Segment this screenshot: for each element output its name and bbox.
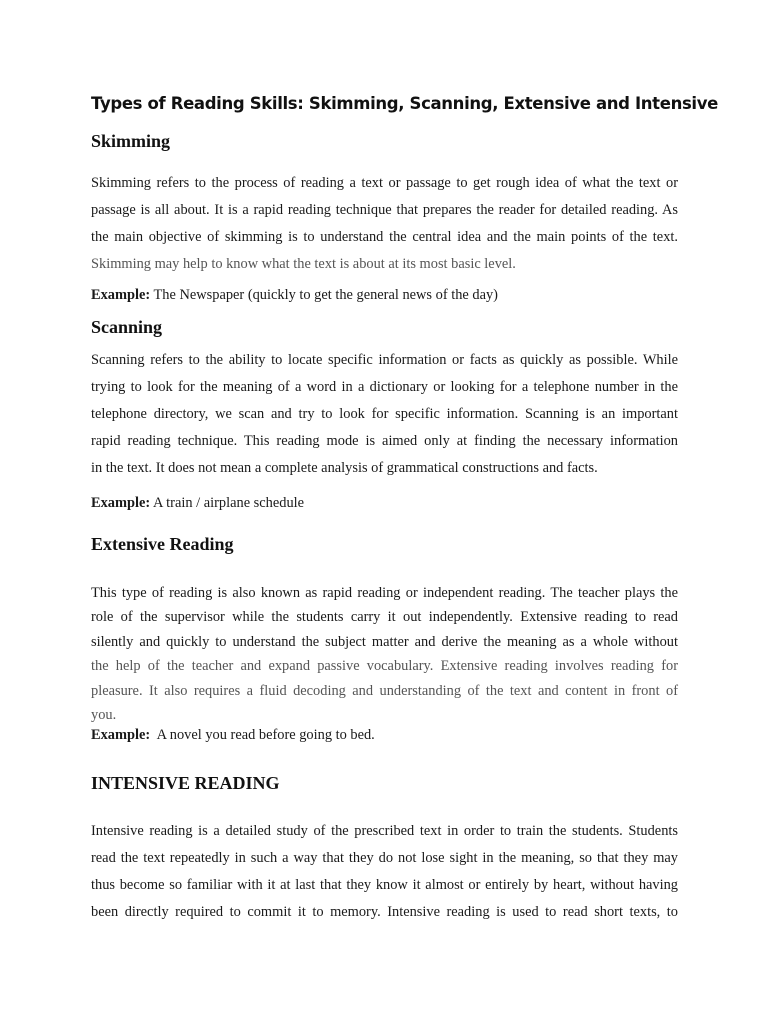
skimming-line-1: Skimming refers to the process of reading a text or passage to get rough idea of what the text or [91,175,678,191]
scanning-heading: Scanning [91,317,163,337]
intensive-line-4: been directly required to commit it to memory. Intensive reading is used to read short texts, to [91,904,678,920]
extensive-example-text: A novel you read before going to bed. [156,727,375,743]
extensive-line-6: you. [91,707,117,724]
skimming-line-2: passage is all about. It is a rapid reading technique that prepares the reader for detailed reading. As [91,202,678,218]
scanning-line-4: rapid reading technique. This reading mode is aimed only at finding the necessary information [91,433,678,449]
skimming-example-label: Example: [91,287,151,303]
extensive-line-2: role of the supervisor while the students carry it out independently. Extensive reading to read [91,609,678,626]
scanning-example-label: Example: [91,495,151,511]
intensive-line-2: read the text repeatedly in such a way that they do not lose sight in the meaning, so that they may [91,850,678,866]
scanning-paragraph [91,347,678,482]
extensive-line-3: silently and quickly to understand the subject matter and derive the meaning as a whole without [91,633,678,650]
scanning-line-1: Scanning refers to the ability to locate specific information or facts as quickly as possible. While [91,352,678,368]
skimming-paragraph [91,170,678,278]
scanning-example [91,495,304,512]
extensive-line-5: pleasure. It also requires a fluid decoding and understanding of the text and content in front of [91,682,678,699]
intensive-line-1: Intensive reading is a detailed study of the prescribed text in order to train the students. Students [91,823,678,839]
scanning-line-2: trying to look for the meaning of a word in a dictionary or looking for a telephone number in the [91,379,678,395]
scanning-example-text: A train / airplane schedule [152,495,305,511]
skimming-example [91,287,498,304]
extensive-example [91,727,375,744]
skimming-example-text: The Newspaper (quickly to get the general news of the day) [153,287,498,303]
intensive-line-3: thus become so familiar with it at last that they know it almost or entirely by heart, without having [91,877,678,893]
extensive-line-1: This type of reading is also known as rapid reading or independent reading. The teacher plays the [91,585,678,601]
extensive-line-4: the help of the teacher and expand passive vocabulary. Extensive reading involves reading for [91,658,678,675]
intensive-paragraph [91,818,678,926]
skimming-line-4: Skimming may help to know what the text is about at its most basic level. [91,256,516,272]
page-title: Types of Reading Skills: Skimming, Scanning, Extensive and Intensive [91,94,718,113]
skimming-line-3: the main objective of skimming is to understand the central idea and the main points of the text. [91,229,678,245]
intensive-reading-heading: INTENSIVE READING [91,773,280,793]
extensive-paragraph [91,581,678,727]
scanning-line-3: telephone directory, we scan and try to look for specific information. Scanning is an important [91,406,678,422]
extensive-reading-heading: Extensive Reading [91,534,234,554]
skimming-heading: Skimming [91,131,171,151]
scanning-line-5: in the text. It does not mean a complete analysis of grammatical constructions and facts. [91,460,598,476]
extensive-example-label: Example: [91,727,151,743]
